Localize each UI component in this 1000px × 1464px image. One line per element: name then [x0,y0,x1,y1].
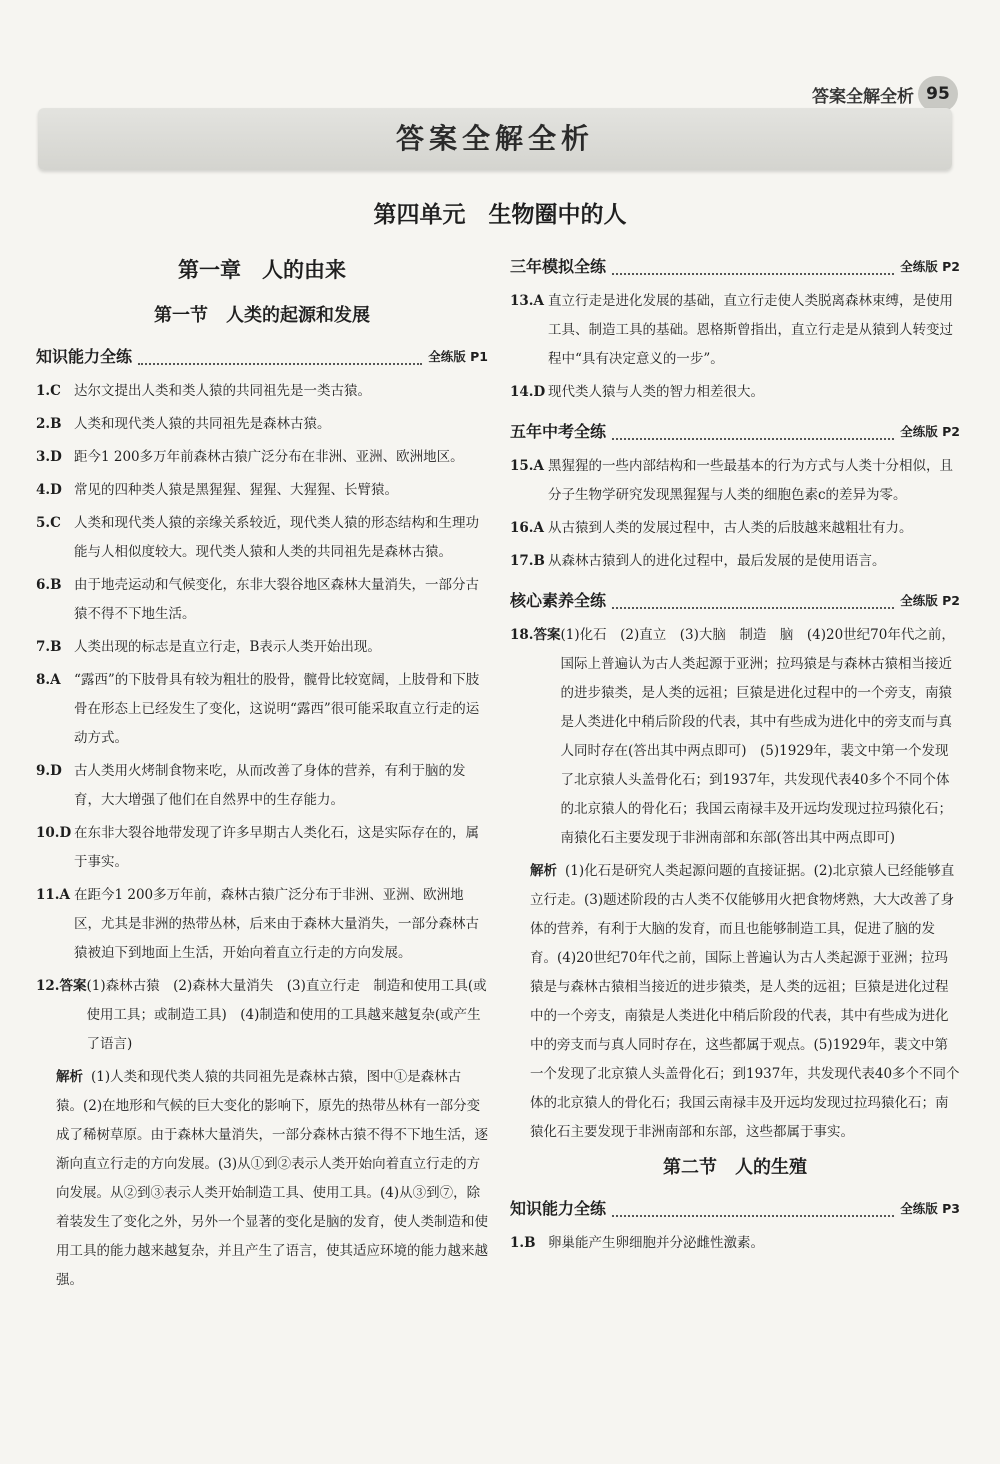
answer-number: 11.A [36,887,70,903]
section-bar-label: 知识能力全练 [36,347,133,366]
answer-text: 达尔文提出人类和类人猿的共同祖先是一类古猿。 [74,383,371,399]
answer-item [510,452,960,510]
answer-item [510,547,960,576]
answer-number: 5.C [36,515,61,531]
answer-text: 人类出现的标志是直立行走，B表示人类开始出现。 [74,639,381,655]
section-bar-label: 核心素养全练 [510,591,607,610]
answer-item [36,819,488,877]
answer-number: 10.D [36,825,72,841]
section-bar-ref: 全练版 P2 [900,259,960,274]
answer-item [36,666,488,753]
analysis-label: 解析 [530,863,557,879]
answer-text: (1)化石 (2)直立 (3)大脑 制造 脑 (4)20世纪70年代之前，国际上普遍认为古人类起源于亚洲；拉玛猿是与森林古猿相当接近的进步猿类，是人类的远祖；巨猿是进化过程中的一个旁支，南猿是人类进化中稍后阶段的代表，其中有些成为进化中的旁支而与真人同时存在(答出其中两点即可) (5)1929年，裴文中第一个发现了北京猿人头盖骨化石；到1937年，共发现代表40多个不同个体的北京猿人的骨化石；我国云南禄丰及开远均发现过拉玛猿化石；南猿化石主要发现于非洲南部和东部(答出其中两点即可) [560,627,955,846]
banner-title: 答案全解全析 [395,122,594,155]
answer-text: 常见的四种类人猿是黑猩猩、猩猩、大猩猩、长臂猿。 [74,482,398,498]
section-bar [510,252,960,281]
answer-text: 从森林古猿到人的进化过程中，最后发展的是使用语言。 [548,553,886,569]
answer-item [36,509,488,567]
answer-number: 12.答案 [36,978,87,994]
answer-blocks [510,252,960,853]
answer-item [36,633,488,662]
answer-item [510,514,960,543]
section-bar [510,417,960,446]
answer-item [36,571,488,629]
answer-text: 距今1 200多万年前森林古猿广泛分布在非洲、亚洲、欧洲地区。 [74,449,464,465]
answer-number: 8.A [36,672,61,688]
answer-number: 7.B [36,639,62,655]
dotted-leader [138,363,422,365]
answer-item [36,972,488,1059]
page-number: 95 [918,76,958,112]
answer-text: (1)森林古猿 (2)森林大量消失 (3)直立行走 制造和使用工具(或使用工具；或制造工具) (4)制造和使用的工具越来越复杂(或产生了语言) [86,978,487,1052]
answer-item [510,378,960,407]
answer-number: 1.B [510,1235,536,1251]
section-bar-ref: 全练版 P1 [428,349,488,364]
answer-text: 从古猿到人类的发展过程中，古人类的后肢越来越粗壮有力。 [548,520,913,536]
section-bar-label: 三年模拟全练 [510,257,607,276]
dotted-leader [612,1215,894,1217]
section-bar [510,586,960,615]
answer-item [36,757,488,815]
answer-number: 13.A [510,293,544,309]
answer-item [510,287,960,374]
answer-number: 14.D [510,384,546,400]
answer-item [510,621,960,853]
dotted-leader [612,607,894,609]
dotted-leader [612,273,894,275]
answer-text: 卵巢能产生卵细胞并分泌雌性激素。 [548,1235,764,1251]
section-bar [510,1194,960,1223]
analysis-block [36,1063,488,1295]
answer-text: 在东非大裂谷地带发现了许多早期古人类化石，这是实际存在的，属于事实。 [74,825,479,870]
answer-item [36,443,488,472]
section-bar-ref: 全练版 P2 [900,593,960,608]
answer-item [36,881,488,968]
analysis-block [510,857,960,1147]
answer-text: “露西”的下肢骨具有较为粗壮的股骨，髋骨比较宽阔，上肢骨和下肢骨在形态上已经发生了变化，这说明“露西”很可能采取直立行走的运动方式。 [74,672,480,746]
answer-text: 黑猩猩的一些内部结构和一些最基本的行为方式与人类十分相似，且分子生物学研究发现黑猩猩与人类的细胞色素c的差异为零。 [548,458,953,503]
answer-number: 3.D [36,449,62,465]
section-bar-label: 五年中考全练 [510,422,607,441]
section-bar-ref: 全练版 P2 [900,424,960,439]
answer-list [510,1229,960,1258]
answer-banner [38,108,952,170]
answer-number: 17.B [510,553,545,569]
section-title: 第二节 人的生殖 [663,1157,807,1178]
answer-number: 9.D [36,763,62,779]
answer-text: 人类和现代类人猿的亲缘关系较近，现代类人猿的形态结构和生理功能与人相似度较大。现代类人猿和人类的共同祖先是森林古猿。 [74,515,479,560]
answer-text: 直立行走是进化发展的基础，直立行走使人类脱离森林束缚，是使用工具、制造工具的基础。恩格斯曾指出，直立行走是从猿到人转变过程中“具有决定意义的一步”。 [548,293,953,367]
section-title: 第一节 人类的起源和发展 [154,305,370,326]
answer-text: 由于地壳运动和气候变化，东非大裂谷地区森林大量消失，一部分古猿不得不下地生活。 [74,577,479,622]
analysis-text: (1)人类和现代类人猿的共同祖先是森林古猿，图中①是森林古猿。(2)在地形和气候的巨大变化的影响下，原先的热带丛林有一部分变成了稀树草原。由于森林大量消失，一部分森林古猿不得不下地生活，逐渐向直立行走的方向发展。(3)从①到②表示人类开始向着直立行走的方向发展。从②到③表示人类开始制造工具、使用工具。(4)从③到⑦，除着装发生了变化之外，另外一个显著的变化是脑的发育，使人类制造和使用工具的能力越来越复杂，并且产生了语言，使其适应环境的能力越来越强。 [56,1069,488,1288]
answer-list [36,377,488,1059]
answer-item [36,377,488,406]
dotted-leader [612,438,894,440]
answer-number: 2.B [36,416,62,432]
answer-number: 4.D [36,482,62,498]
chapter-title: 第一章 人的由来 [178,258,346,282]
left-column [36,242,488,1301]
answer-text: 在距今1 200多万年前，森林古猿广泛分布于非洲、亚洲、欧洲地区，尤其是非洲的热带丛林，后来由于森林大量消失，一部分森林古猿被迫下到地面上生活，开始向着直立行走的方向发展。 [74,887,479,961]
section-bar-ref: 全练版 P3 [900,1201,960,1216]
answer-item [36,476,488,505]
answer-text: 古人类用火烤制食物来吃，从而改善了身体的营养，有利于脑的发育，大大增强了他们在自然界中的生存能力。 [74,763,466,808]
answer-number: 16.A [510,520,544,536]
analysis-text: (1)化石是研究人类起源问题的直接证据。(2)北京猿人已经能够直立行走。(3)题述阶段的古人类不仅能够用火把食物烤熟，大大改善了身体的营养，有利于大脑的发育，而且也能够制造工具，促进了脑的发育。(4)20世纪70年代之前，国际上普遍认为古人类起源于亚洲；拉玛猿是与森林古猿相当接近的进步猿类，是人类的远祖；巨猿是进化过程中的一个旁支，南猿是人类进化中稍后阶段的代表，其中有些成为进化中的旁支而与真人同时存在，这些都属于观点。(5)1929年，裴文中第一个发现了北京猿人头盖骨化石；到1937年，共发现代表40多个不同个体的北京猿人的骨化石；我国云南禄丰及开远均发现过拉玛猿化石；南猿化石主要发现于非洲南部和东部，这些都属于事实。 [530,863,960,1140]
answer-text: 人类和现代类人猿的共同祖先是森林古猿。 [74,416,331,432]
answer-number: 1.C [36,383,61,399]
answer-item [510,1229,960,1258]
answer-item [36,410,488,439]
right-column [510,242,960,1262]
answer-number: 18.答案 [510,627,561,643]
answer-text: 现代类人猿与人类的智力相差很大。 [548,384,764,400]
answer-number: 6.B [36,577,62,593]
section-bar-label: 知识能力全练 [510,1199,607,1218]
answer-number: 15.A [510,458,544,474]
analysis-label: 解析 [56,1069,83,1085]
unit-title: 第四单元 生物圈中的人 [373,202,627,228]
section-bar [36,342,488,371]
running-header-title: 答案全解全析 [812,87,914,107]
